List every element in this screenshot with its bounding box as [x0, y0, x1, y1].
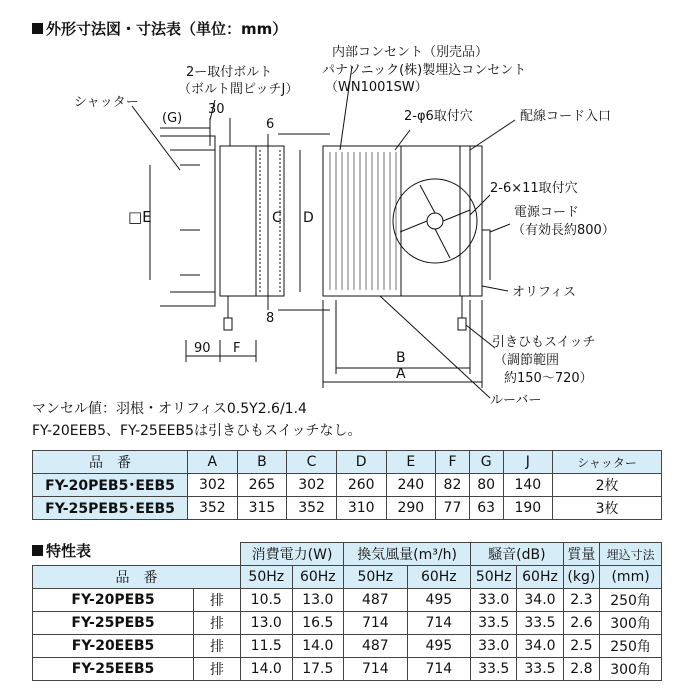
- table-row: [33, 474, 662, 497]
- spec-header: 騒音(dB): [471, 543, 564, 566]
- spec-cell: 16.5: [292, 612, 344, 635]
- spec-cell: 14.0: [241, 658, 293, 681]
- dim-cell: 352: [188, 497, 238, 520]
- spec-cell: 714: [407, 612, 471, 635]
- spec-cell: 250角: [600, 589, 662, 612]
- spec-cell: 11.5: [241, 635, 293, 658]
- g-label: (G): [162, 111, 183, 126]
- table-row: [33, 497, 662, 520]
- spec-cell: 714: [407, 658, 471, 681]
- spec-cell: 300角: [600, 612, 662, 635]
- dim-cell: 310: [336, 497, 386, 520]
- spec-cell: 33.0: [471, 635, 517, 658]
- spec-cell: 33.5: [517, 658, 563, 681]
- dim-cell: 240: [386, 474, 436, 497]
- spec-cell: 487: [344, 635, 408, 658]
- spec-cell: 34.0: [517, 589, 563, 612]
- dim-cell: 315: [237, 497, 287, 520]
- dim-cell: 352: [287, 497, 337, 520]
- spec-model: FY-25PEB5: [33, 612, 194, 635]
- dim-cell: 302: [287, 474, 337, 497]
- spec-cell: 13.0: [292, 589, 344, 612]
- e-label: □E: [128, 208, 152, 226]
- dim90-label: 90: [194, 341, 211, 356]
- spec-subheader: 50Hz: [471, 566, 517, 589]
- front-grille: [323, 146, 401, 296]
- spec-cell: 33.0: [471, 589, 517, 612]
- table-row: [33, 658, 662, 681]
- spec-cell: 2.6: [563, 612, 600, 635]
- spec-cell: 13.0: [241, 612, 293, 635]
- dim-header: E: [386, 451, 436, 474]
- spec-subheader: (kg): [563, 566, 600, 589]
- hole-phi6-label: 2-φ6取付穴: [404, 109, 473, 124]
- pull-switch-note: FY-20EEB5、FY-25EEB5は引きひもスイッチなし。: [32, 423, 362, 439]
- dim-cell: 265: [237, 474, 287, 497]
- pull-range-label: （調節範囲: [494, 353, 560, 368]
- wiring-label: 配線コード入口: [520, 109, 612, 124]
- outline-title: 外形寸法図・寸法表（単位：mm）: [32, 18, 287, 39]
- spec-cell: 排: [194, 612, 241, 635]
- outlet-label-2: パナソニック(株)製埋込コンセント: [322, 63, 527, 78]
- table-row: [33, 635, 662, 658]
- dim-cell: 2枚: [553, 474, 662, 497]
- spec-cell: 2.8: [563, 658, 600, 681]
- table-row: [33, 589, 662, 612]
- spec-model: FY-25EEB5: [33, 658, 194, 681]
- spec-subheader: 50Hz: [344, 566, 408, 589]
- pull-switch-label: 引きひもスイッチ: [492, 335, 596, 350]
- dim-header: D: [336, 451, 386, 474]
- dim-cell: 260: [336, 474, 386, 497]
- power-cord-length: （有効長約800）: [512, 223, 615, 238]
- dim-cell: 63: [469, 497, 503, 520]
- spec-cell: 300角: [600, 658, 662, 681]
- spec-subheader: 60Hz: [517, 566, 563, 589]
- spec-cell: 33.5: [517, 612, 563, 635]
- spec-cell: 487: [344, 589, 408, 612]
- spec-header: 埋込寸法: [600, 543, 662, 566]
- spec-cell: 33.5: [471, 658, 517, 681]
- louver-label: ルーバー: [490, 393, 542, 408]
- spec-header: 質量: [563, 543, 600, 566]
- orifice-label: オリフィス: [512, 285, 576, 300]
- spec-name-header: 品 番: [33, 566, 241, 589]
- f-label: F: [233, 341, 241, 356]
- spec-cell: 2.3: [563, 589, 600, 612]
- c-label: C: [272, 210, 282, 226]
- spec-cell: 10.5: [241, 589, 293, 612]
- spec-cell: 495: [407, 589, 471, 612]
- dim-cell: 302: [188, 474, 238, 497]
- dim6-label: 6: [266, 117, 275, 132]
- dim-header: F: [436, 451, 470, 474]
- spec-cell: 495: [407, 635, 471, 658]
- dim-cell: 77: [436, 497, 470, 520]
- a-label: A: [396, 366, 406, 382]
- bolt-label: 2ー取付ボルト: [186, 65, 273, 80]
- spec-model: FY-20PEB5: [33, 589, 194, 612]
- spec-title: 特性表: [32, 540, 91, 561]
- dim-cell: 190: [503, 497, 553, 520]
- shutter-label: シャッター: [74, 95, 139, 110]
- side-flange: [220, 146, 256, 296]
- dim-model: FY-25PEB5･EEB5: [33, 497, 188, 520]
- dim-cell: 80: [469, 474, 503, 497]
- hole-slot-label: 2-6×11取付穴: [490, 181, 578, 196]
- spec-cell: 排: [194, 635, 241, 658]
- d-label: D: [303, 210, 314, 226]
- dim-header: C: [287, 451, 337, 474]
- spec-cell: 14.0: [292, 635, 344, 658]
- dim-cell: 3枚: [553, 497, 662, 520]
- spec-cell: 排: [194, 658, 241, 681]
- spec-cell: 2.5: [563, 635, 600, 658]
- power-cord-label: 電源コード: [514, 205, 580, 220]
- spec-header: 換気風量(m³/h): [344, 543, 471, 566]
- dim-header: G: [469, 451, 503, 474]
- spec-cell: 34.0: [517, 635, 563, 658]
- dim-header: B: [237, 451, 287, 474]
- outlet-label-3: （WN1001SW）: [325, 80, 428, 95]
- outlet-label-1: 内部コンセント（別売品）: [332, 45, 489, 60]
- table-row: [33, 612, 662, 635]
- spec-cell: 714: [344, 658, 408, 681]
- dim-model: FY-20PEB5･EEB5: [33, 474, 188, 497]
- spec-subheader: 60Hz: [292, 566, 344, 589]
- bolt-pitch-label: （ボルト間ピッチJ）: [178, 82, 299, 97]
- dim-cell: 140: [503, 474, 553, 497]
- dim-header: 品 番: [33, 451, 188, 474]
- spec-model: FY-20EEB5: [33, 635, 194, 658]
- b-label: B: [396, 350, 406, 366]
- bolt-pitch-dim: 30: [208, 102, 225, 117]
- spec-cell: 714: [344, 612, 408, 635]
- dim-cell: 82: [436, 474, 470, 497]
- dim-header: シャッター: [553, 451, 662, 474]
- dimension-table: [32, 450, 662, 520]
- munsell-note: マンセル値：羽根・オリフィス0.5Y2.6/1.4: [32, 401, 307, 417]
- spec-subheader: 60Hz: [407, 566, 471, 589]
- spec-table: [32, 542, 662, 681]
- spec-cell: 33.5: [471, 612, 517, 635]
- dim-cell: 290: [386, 497, 436, 520]
- dim-header: A: [188, 451, 238, 474]
- spec-subheader: (mm): [600, 566, 662, 589]
- spec-cell: 17.5: [292, 658, 344, 681]
- dim8-label: 8: [266, 311, 275, 326]
- dim-header: J: [503, 451, 553, 474]
- pull-range-value: 約150〜720）: [504, 371, 593, 386]
- spec-header: 消費電力(W): [241, 543, 344, 566]
- spec-subheader: 50Hz: [241, 566, 293, 589]
- spec-cell: 250角: [600, 635, 662, 658]
- spec-cell: 排: [194, 589, 241, 612]
